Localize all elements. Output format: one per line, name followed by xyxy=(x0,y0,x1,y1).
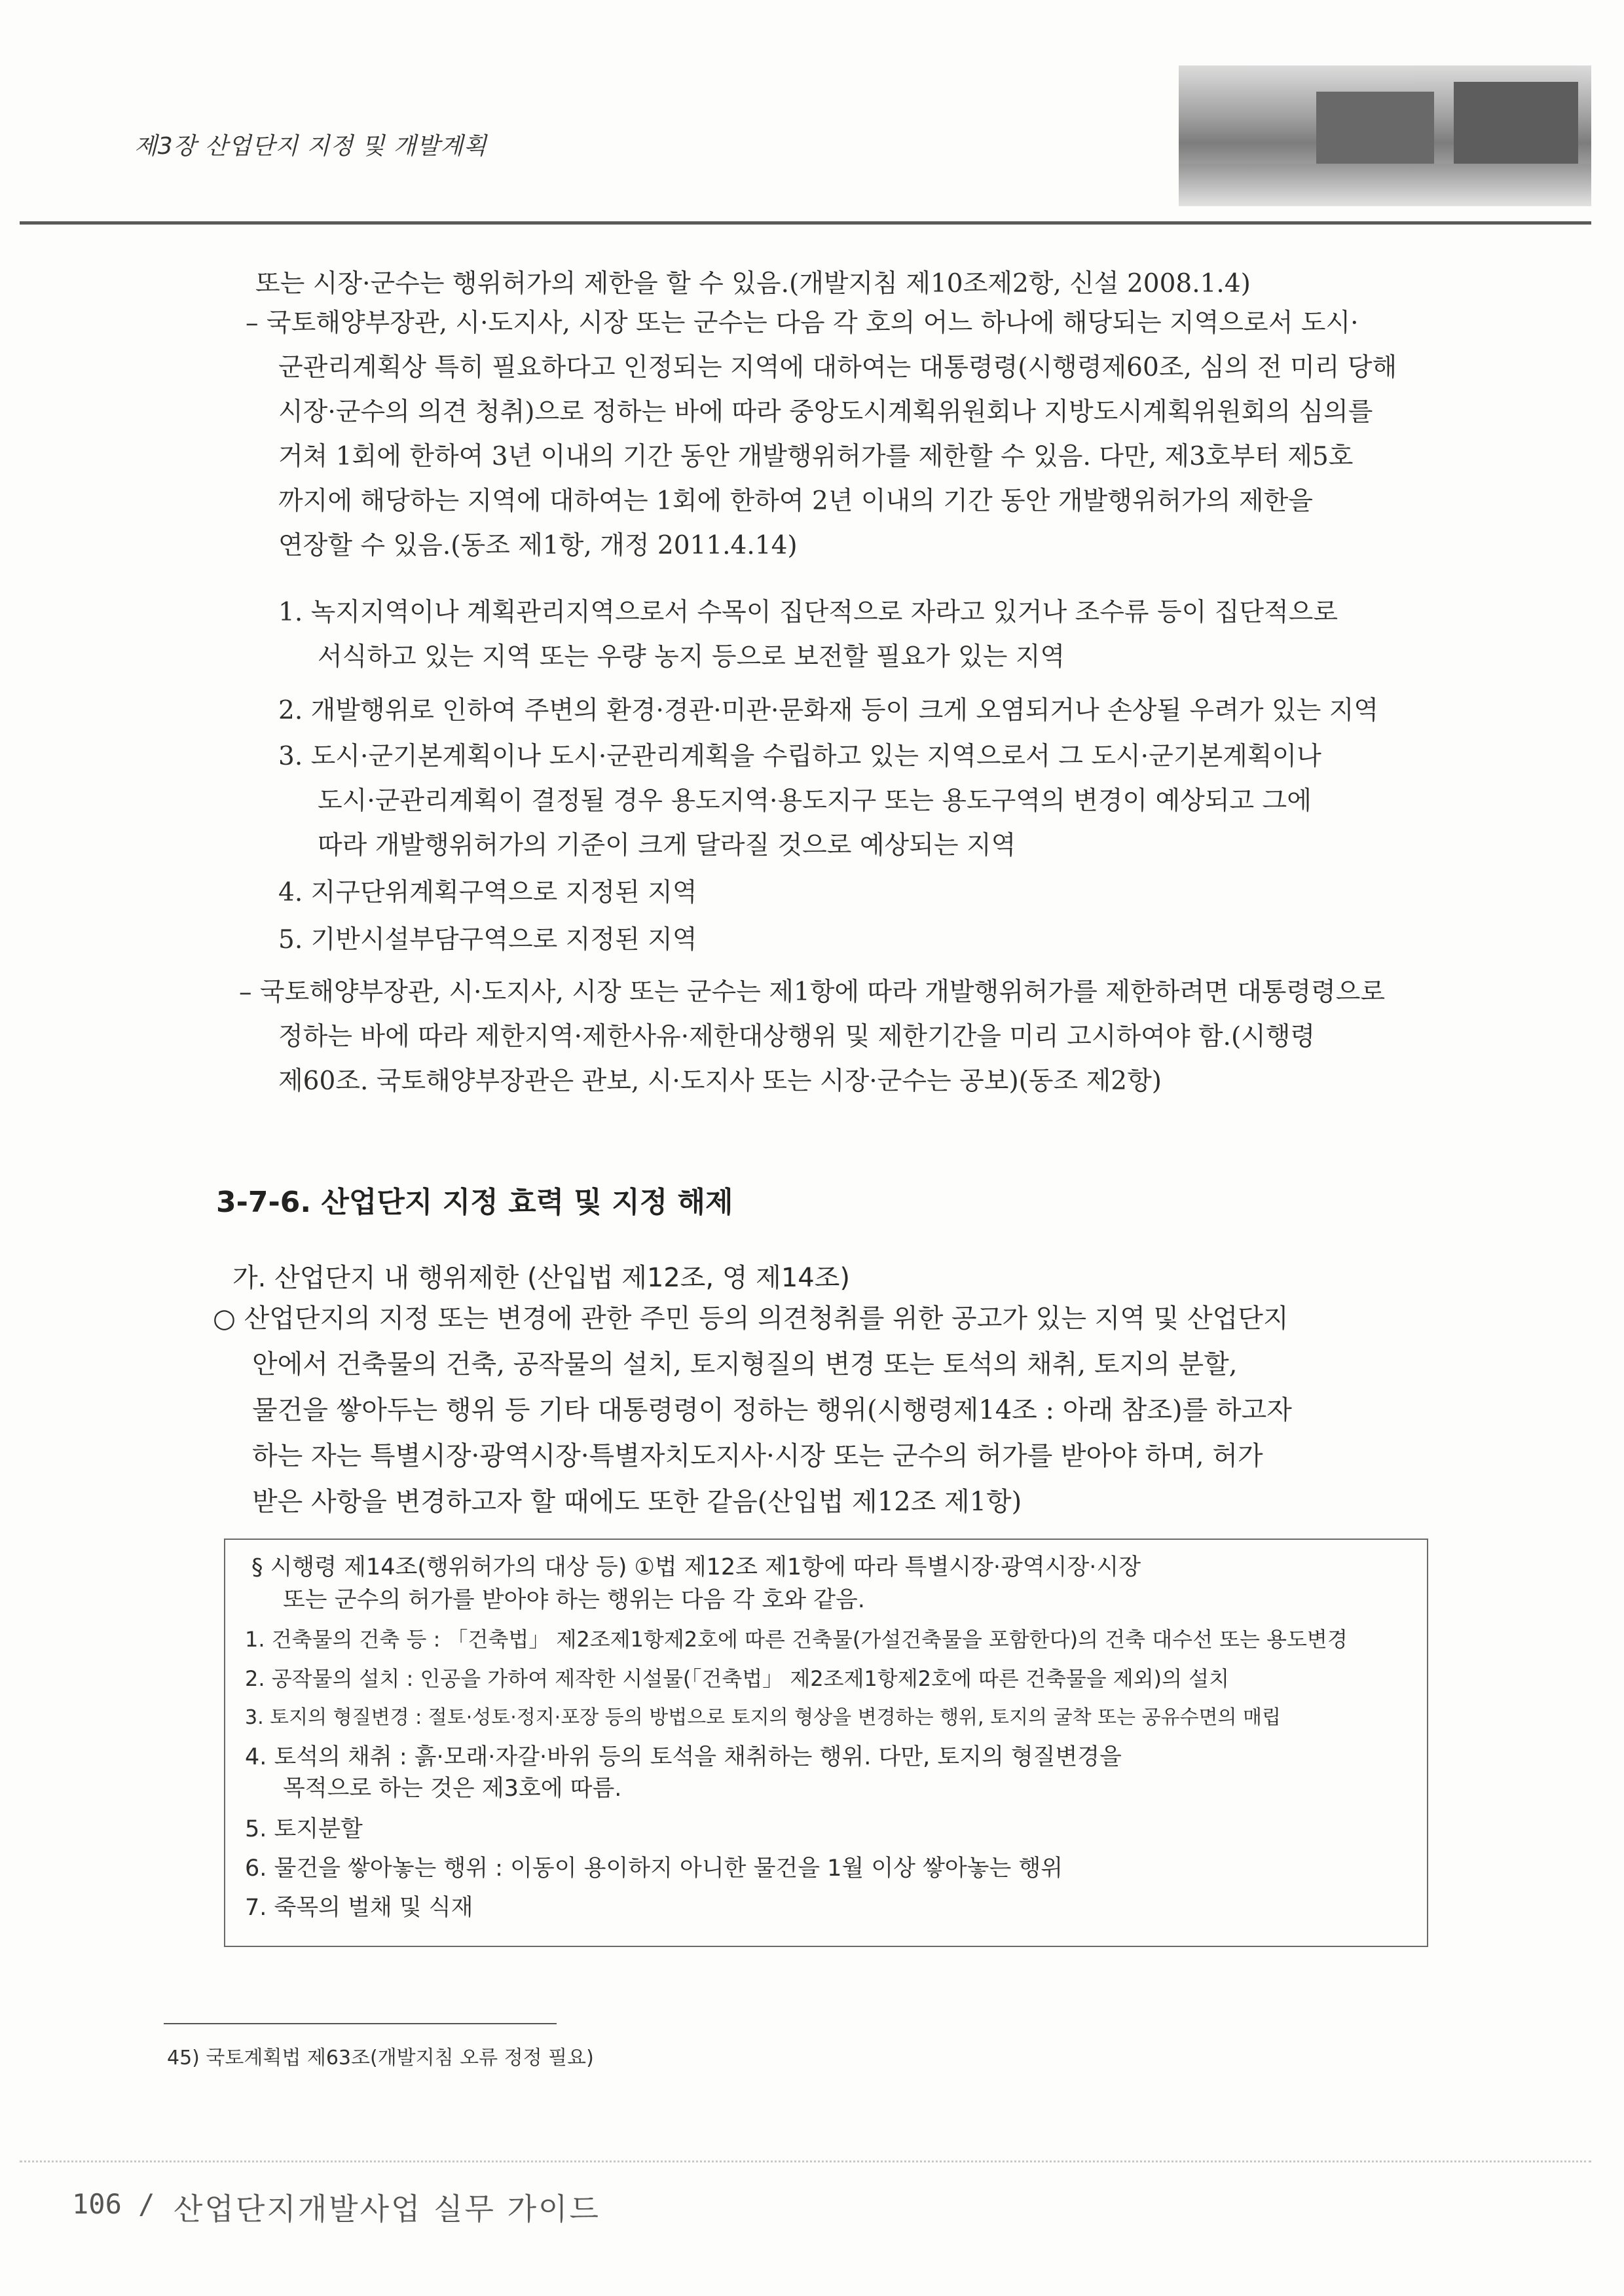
body-line: 연장할 수 있음.(동조 제1항, 개정 2011.4.14) xyxy=(278,531,798,560)
water-image xyxy=(1179,164,1591,206)
building-image xyxy=(1454,82,1578,167)
box-list-item: 3. 토지의 형질변경 : 절토·성토·정지·포장 등의 방법으로 토지의 형상을 변경하는 행위, 토지의 굴착 또는 공유수면의 매립 xyxy=(245,1706,1281,1729)
body-line: 또는 시장·군수는 행위허가의 제한을 할 수 있음.(개발지침 제10조제2항, 신설 2008.1.4) xyxy=(255,269,1251,299)
list-item: 2. 개발행위로 인하여 주변의 환경·경관·미관·문화재 등이 크게 오염되거나 손상될 우려가 있는 지역 xyxy=(278,696,1379,725)
list-item: 5. 기반시설부담구역으로 지정된 지역 xyxy=(278,925,697,955)
box-list-item: 7. 죽목의 벌채 및 식재 xyxy=(245,1895,473,1921)
list-item: 도시·군관리계획이 결정될 경우 용도지역·용도지구 또는 용도구역의 변경이 예상되고 그에 xyxy=(318,786,1312,816)
box-line: § 시행령 제14조(행위허가의 대상 등) ①법 제12조 제1항에 따라 특별시장·광역시장·시장 xyxy=(251,1554,1141,1580)
list-item: 1. 녹지지역이나 계획관리지역으로서 수목이 집단적으로 자라고 있거나 조수류 등이 집단적으로 xyxy=(278,598,1338,627)
body-line: 군관리계획상 특히 필요하다고 인정되는 지역에 대하여는 대통령령(시행령제60조, 심의 전 미리 당해 xyxy=(278,353,1397,382)
paragraph-line: 물건을 쌓아두는 행위 등 기타 대통령령이 정하는 행위(시행령제14조 : 아래 참조)를 하고자 xyxy=(252,1395,1292,1425)
box-list-item: 목적으로 하는 것은 제3호에 따름. xyxy=(283,1776,622,1802)
paragraph-line: 안에서 건축물의 건축, 공작물의 설치, 토지형질의 변경 또는 토석의 채취, 토지의 분할, xyxy=(252,1349,1238,1379)
box-list-item: 1. 건축물의 건축 등 : 「건축법」 제2조제1항제2호에 따른 건축물(가설건축물을 포함한다)의 건축 대수선 또는 용도변경 xyxy=(245,1627,1348,1652)
footnote-divider xyxy=(164,2023,557,2024)
body-line: – 국토해양부장관, 시·도지사, 시장 또는 군수는 제1항에 따라 개발행위허가를 제한하려면 대통령령으로 xyxy=(239,977,1386,1007)
body-line: 제60조. 국토해양부장관은 관보, 시·도지사 또는 시장·군수는 공보)(동조 제2항) xyxy=(278,1066,1162,1096)
list-item: 따라 개발행위허가의 기준이 크게 달라질 것으로 예상되는 지역 xyxy=(318,831,1016,860)
sub-heading: 가. 산업단지 내 행위제한 (산입법 제12조, 영 제14조) xyxy=(232,1263,850,1293)
box-line: 또는 군수의 허가를 받아야 하는 행위는 다음 각 호와 같음. xyxy=(283,1587,865,1613)
footer-divider xyxy=(20,2160,1591,2162)
book-title: 산업단지개발사업 실무 가이드 xyxy=(174,2191,600,2227)
footnote: 45) 국토계획법 제63조(개발지침 오류 정정 필요) xyxy=(167,2047,594,2069)
body-line: 까지에 해당하는 지역에 대하여는 1회에 한하여 2년 이내의 기간 동안 개발행위허가의 제한을 xyxy=(278,486,1313,516)
paragraph-line: ○ 산업단지의 지정 또는 변경에 관한 주민 등의 의견청취를 위한 공고가 있는 지역 및 산업단지 xyxy=(213,1303,1289,1334)
page-number: 106 / xyxy=(72,2188,155,2220)
body-line: 정하는 바에 따라 제한지역·제한사유·제한대상행위 및 제한기간을 미리 고시하여야 함.(시행령 xyxy=(278,1022,1316,1051)
header-photo xyxy=(1179,65,1591,206)
body-line: 시장·군수의 의견 청취)으로 정하는 바에 따라 중앙도시계획위원회나 지방도시계획위원회의 심의를 xyxy=(278,397,1373,427)
regulation-box xyxy=(224,1539,1428,1947)
list-item: 3. 도시·군기본계획이나 도시·군관리계획을 수립하고 있는 지역으로서 그 도시·군기본계획이나 xyxy=(278,742,1321,771)
list-item: 서식하고 있는 지역 또는 우량 농지 등으로 보전할 필요가 있는 지역 xyxy=(318,642,1065,672)
header-divider xyxy=(20,221,1591,225)
building-image xyxy=(1316,92,1434,164)
chapter-title: 제3장 산업단지 지정 및 개발계획 xyxy=(134,133,487,160)
box-list-item: 5. 토지분할 xyxy=(245,1816,363,1842)
paragraph-line: 하는 자는 특별시장·광역시장·특별자치도지사·시장 또는 군수의 허가를 받아야 하며, 허가 xyxy=(252,1441,1263,1471)
paragraph-line: 받은 사항을 변경하고자 할 때에도 또한 같음(산입법 제12조 제1항) xyxy=(252,1487,1022,1517)
box-list-item: 6. 물건을 쌓아놓는 행위 : 이동이 용이하지 아니한 물건을 1월 이상 쌓아놓는 행위 xyxy=(245,1855,1063,1882)
section-heading: 3-7-6. 산업단지 지정 효력 및 지정 해제 xyxy=(216,1186,733,1219)
box-list-item: 4. 토석의 채취 : 흙·모래·자갈·바위 등의 토석을 채취하는 행위. 다만, 토지의 형질변경을 xyxy=(245,1744,1122,1770)
list-item: 4. 지구단위계획구역으로 지정된 지역 xyxy=(278,878,697,907)
body-line: 거쳐 1회에 한하여 3년 이내의 기간 동안 개발행위허가를 제한할 수 있음. 다만, 제3호부터 제5호 xyxy=(278,442,1354,471)
body-line: – 국토해양부장관, 시·도지사, 시장 또는 군수는 다음 각 호의 어느 하나에 해당되는 지역으로서 도시· xyxy=(246,308,1359,338)
box-list-item: 2. 공작물의 설치 : 인공을 가하여 제작한 시설물(「건축법」 제2조제1항제2호에 따른 건축물을 제외)의 설치 xyxy=(245,1666,1229,1691)
